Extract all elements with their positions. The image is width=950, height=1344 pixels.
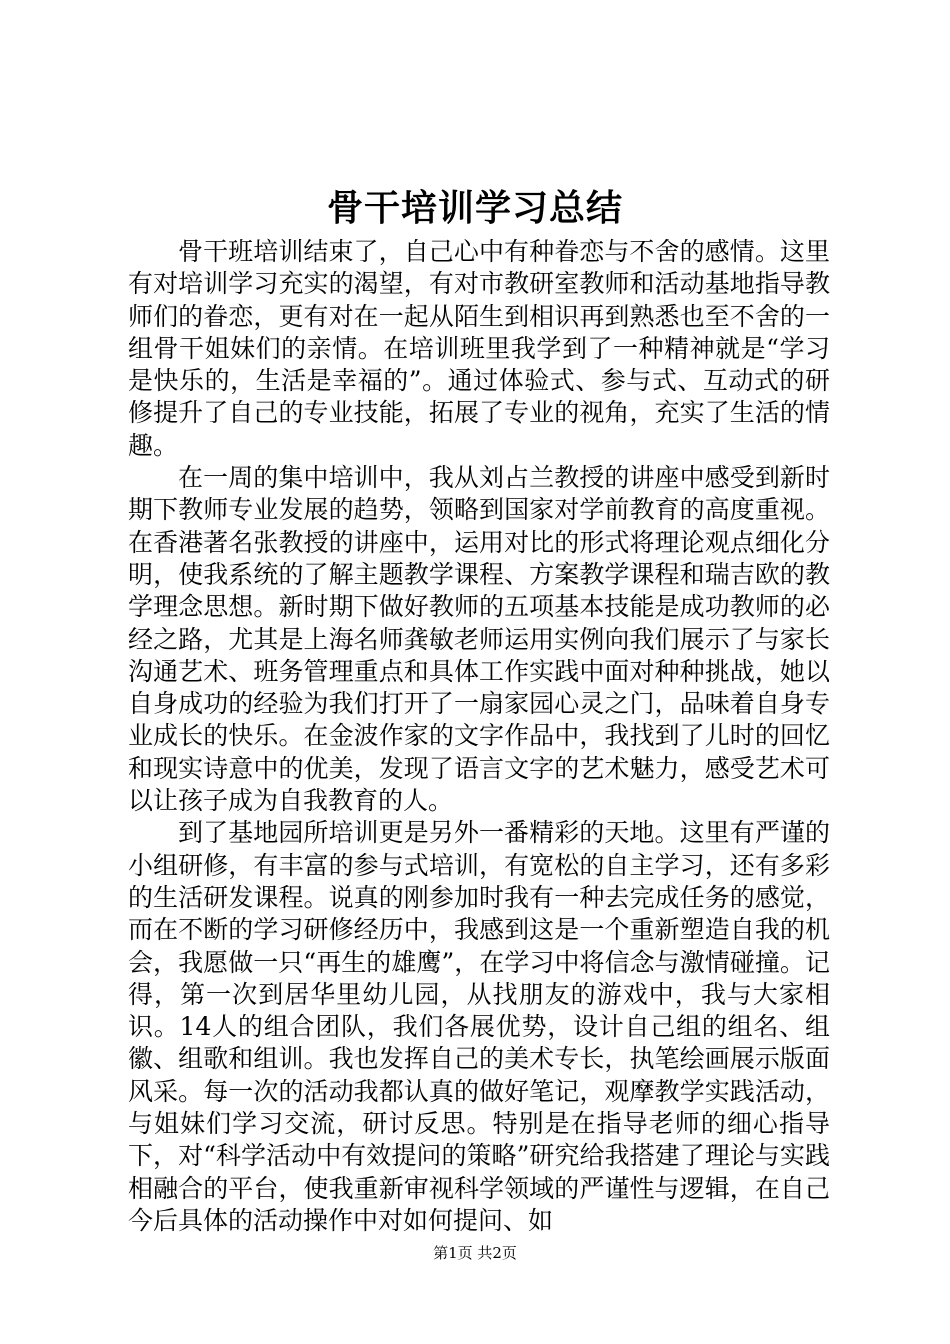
document-title: 骨干培训学习总结 bbox=[326, 187, 623, 229]
paragraph-3: 到了基地园所培训更是另外一番精彩的天地。这里有严谨的小组研修，有丰富的参与式培训，有宽松的自主学习，还有多彩的生活研发课程。说真的刚参加时我有一种去完成任务的感觉，而在不断的学习研修经历中，我感到这是一个重新塑造自我的机会，我愿做一只“再生的雄鹰”，在学习中将信念与激情碰撞。记得，第一次到居华里幼儿园，从找朋友的游戏中，我与大家相识。14人的组合团队，我们各展优势，设计自己组的组名、组徽、组歌和组训。我也发挥自己的美术专长，执笔绘画展示版面风采。每一次的活动我都认真的做好笔记，观摩教学实践活动，与姐妹们学习交流，研讨反思。特别是在指导老师的细心指导下，对“科学活动中有效提问的策略”研究给我搭建了理论与实践相融合的平台，使我重新审视科学领域的严谨性与逻辑，在自己今后具体的活动操作中对如何提问、如 bbox=[128, 818, 830, 1235]
paragraph-2: 在一周的集中培训中，我从刘占兰教授的讲座中感受到新时期下教师专业发展的趋势，领略到国家对学前教育的高度重视。在香港著名张教授的讲座中，运用对比的形式将理论观点细化分明，使我系统的了解主题教学课程、方案教学课程和瑞吉欧的教学理念思想。新时期下做好教师的五项基本技能是成功教师的必经之路，尤其是上海名师龚敏老师运用实例向我们展示了与家长沟通艺术、班务管理重点和具体工作实践中面对种种挑战，她以自身成功的经验为我们打开了一扇家园心灵之门，品味着自身专业成长的快乐。在金波作家的文字作品中，我找到了儿时的回忆和现实诗意中的优美，发现了语言文字的艺术魅力，感受艺术可以让孩子成为自我教育的人。 bbox=[128, 463, 830, 816]
document-body bbox=[128, 236, 830, 1237]
page-footer: 第1页 共2页 bbox=[433, 1244, 517, 1262]
paragraph-1: 骨干班培训结束了，自己心中有种眷恋与不舍的感情。这里有对培训学习充实的渴望，有对市教研室教师和活动基地指导教师们的眷恋，更有对在一起从陌生到相识再到熟悉也至不舍的一组骨干姐妹们的亲情。在培训班里我学到了一种精神就是“学习是快乐的，生活是幸福的”。通过体验式、参与式、互动式的研修提升了自己的专业技能，拓展了专业的视角，充实了生活的情趣。 bbox=[128, 237, 830, 460]
